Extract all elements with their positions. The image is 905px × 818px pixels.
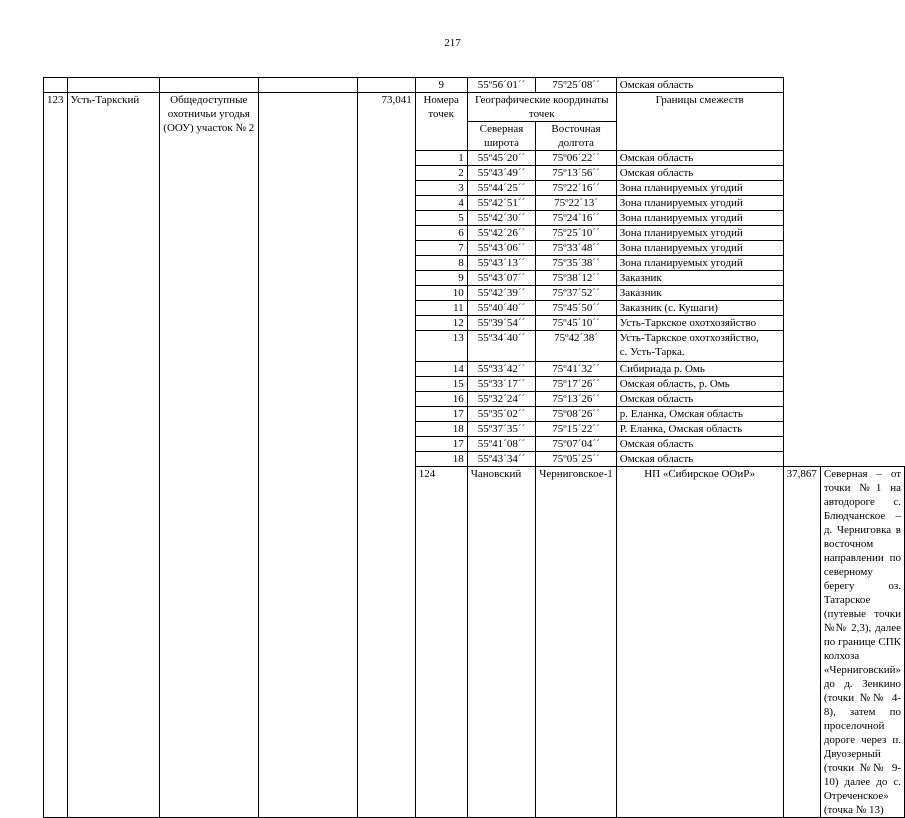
area: 37,867 <box>783 467 820 818</box>
border-neighbor: Заказник <box>616 286 783 301</box>
ground-user <box>258 93 357 818</box>
cell-empty <box>44 78 68 93</box>
point-number: 6 <box>415 226 467 241</box>
area: 73,041 <box>358 93 416 818</box>
point-number: 12 <box>415 316 467 331</box>
point-number: 5 <box>415 211 467 226</box>
border-neighbor: Зона планируемых угодий <box>616 196 783 211</box>
point-number: 1 <box>415 151 467 166</box>
point-number: 17 <box>415 437 467 452</box>
ground-type: Черниговское-1 <box>536 467 617 818</box>
page-number: 217 <box>444 37 461 49</box>
row-number: 123 <box>44 93 68 818</box>
point-number: 7 <box>415 241 467 256</box>
longitude: 75º17´26´´ <box>536 377 617 392</box>
latitude: 55º43´49´´ <box>467 166 536 181</box>
border-description: Северная – от точки №1 на автодороге с. Блюдчанское – д. Черниговка в восточном направлении по северному берегу оз. Татарское (путевые точки №№ 2,3), далее по границе СПК колхоза «Черниговский» до д. Зенкино (точки №№ 4-8), затем по проселочной дороге через п. Двуозерный (точки №№ 9-10) далее до с. Отреченское» (точка № 13) <box>820 467 904 818</box>
longitude: 75º33´48´´ <box>536 241 617 256</box>
border-neighbor: Омская область, р. Омь <box>616 377 783 392</box>
cell-empty <box>258 78 357 93</box>
longitude: 75º08´26´´ <box>536 407 617 422</box>
district: Усть-Таркский <box>67 93 159 818</box>
latitude: 55º43´34´´ <box>467 452 536 467</box>
point-number: 15 <box>415 377 467 392</box>
border-neighbor: Омская область <box>616 78 783 93</box>
latitude: 55º42´51´´ <box>467 196 536 211</box>
latitude: 55º40´40´´ <box>467 301 536 316</box>
longitude: 75º45´10´´ <box>536 316 617 331</box>
cell-empty <box>67 78 159 93</box>
header-lat: Северная широта <box>467 122 536 151</box>
latitude: 55º33´17´´ <box>467 377 536 392</box>
longitude: 75º45´50´´ <box>536 301 617 316</box>
header-geo: Географические координаты точек <box>467 93 616 122</box>
district: Чановский <box>467 467 536 818</box>
latitude: 55º43´13´´ <box>467 256 536 271</box>
border-neighbor: Сибириада р. Омь <box>616 362 783 377</box>
table-row-prev <box>44 78 905 93</box>
longitude: 75º41´32´´ <box>536 362 617 377</box>
point-number: 16 <box>415 392 467 407</box>
point-number: 13 <box>415 331 467 362</box>
point-number: 14 <box>415 362 467 377</box>
longitude: 75º22´16´´ <box>536 181 617 196</box>
table-row-123 <box>44 93 905 122</box>
latitude: 55º42´26´´ <box>467 226 536 241</box>
longitude: 75º13´26´´ <box>536 392 617 407</box>
longitude: 75º06´22´´ <box>536 151 617 166</box>
border-neighbor: Омская область <box>616 166 783 181</box>
latitude: 55º42´30´´ <box>467 211 536 226</box>
point-number: 18 <box>415 422 467 437</box>
longitude: 75º25´10´´ <box>536 226 617 241</box>
longitude: 75º35´38´´ <box>536 256 617 271</box>
longitude: 75º13´56´´ <box>536 166 617 181</box>
latitude: 55º43´07´´ <box>467 271 536 286</box>
latitude: 55º56´01´´ <box>467 78 536 93</box>
ground-user: НП «Сибирское ООиР» <box>616 467 783 818</box>
header-lon: Восточная долгота <box>536 122 617 151</box>
longitude: 75º22´13´ <box>536 196 617 211</box>
point-number: 18 <box>415 452 467 467</box>
header-borders: Границы смежеств <box>616 93 783 151</box>
border-neighbor: Омская область <box>616 151 783 166</box>
header-points: Номера точек <box>415 93 467 151</box>
border-neighbor: Усть-Таркское охотхозяйство, с. Усть-Тарка. <box>616 331 783 362</box>
border-neighbor: Омская область <box>616 452 783 467</box>
longitude: 75º05´25´´ <box>536 452 617 467</box>
latitude: 55º41´08´´ <box>467 437 536 452</box>
latitude: 55º37´35´´ <box>467 422 536 437</box>
border-neighbor: Заказник <box>616 271 783 286</box>
longitude: 75º38´12´´ <box>536 271 617 286</box>
border-neighbor: Зона планируемых угодий <box>616 256 783 271</box>
latitude: 55º43´06´´ <box>467 241 536 256</box>
border-neighbor: Р. Еланка, Омская область <box>616 422 783 437</box>
border-neighbor: Усть-Таркское охотхозяйство <box>616 316 783 331</box>
border-neighbor: р. Еланка, Омская область <box>616 407 783 422</box>
point-number: 8 <box>415 256 467 271</box>
border-neighbor: Омская область <box>616 437 783 452</box>
hunting-grounds-table <box>43 77 905 818</box>
point-number: 4 <box>415 196 467 211</box>
longitude: 75º24´16´´ <box>536 211 617 226</box>
border-neighbor: Зона планируемых угодий <box>616 241 783 256</box>
longitude: 75º07´04´´ <box>536 437 617 452</box>
border-neighbor: Зона планируемых угодий <box>616 181 783 196</box>
point-number: 3 <box>415 181 467 196</box>
point-number: 2 <box>415 166 467 181</box>
point-number: 17 <box>415 407 467 422</box>
border-neighbor: Зона планируемых угодий <box>616 226 783 241</box>
latitude: 55º35´02´´ <box>467 407 536 422</box>
longitude: 75º42´38´ <box>536 331 617 362</box>
latitude: 55º45´20´´ <box>467 151 536 166</box>
border-neighbor: Зона планируемых угодий <box>616 211 783 226</box>
border-neighbor: Омская область <box>616 392 783 407</box>
latitude: 55º33´42´´ <box>467 362 536 377</box>
point-number: 11 <box>415 301 467 316</box>
point-number: 10 <box>415 286 467 301</box>
cell-empty <box>358 78 416 93</box>
latitude: 55º34´40´´ <box>467 331 536 362</box>
latitude: 55º42´39´´ <box>467 286 536 301</box>
longitude: 75º37´52´´ <box>536 286 617 301</box>
point-number: 9 <box>415 78 467 93</box>
point-number: 9 <box>415 271 467 286</box>
row-number: 124 <box>415 467 467 818</box>
longitude: 75º15´22´´ <box>536 422 617 437</box>
latitude: 55º32´24´´ <box>467 392 536 407</box>
cell-empty <box>159 78 258 93</box>
longitude: 75º25´08´´ <box>536 78 617 93</box>
latitude: 55º44´25´´ <box>467 181 536 196</box>
border-neighbor: Заказник (с. Кушаги) <box>616 301 783 316</box>
ground-type: Общедоступные охотничьи угодья (ООУ) участок № 2 <box>159 93 258 818</box>
latitude: 55º39´54´´ <box>467 316 536 331</box>
